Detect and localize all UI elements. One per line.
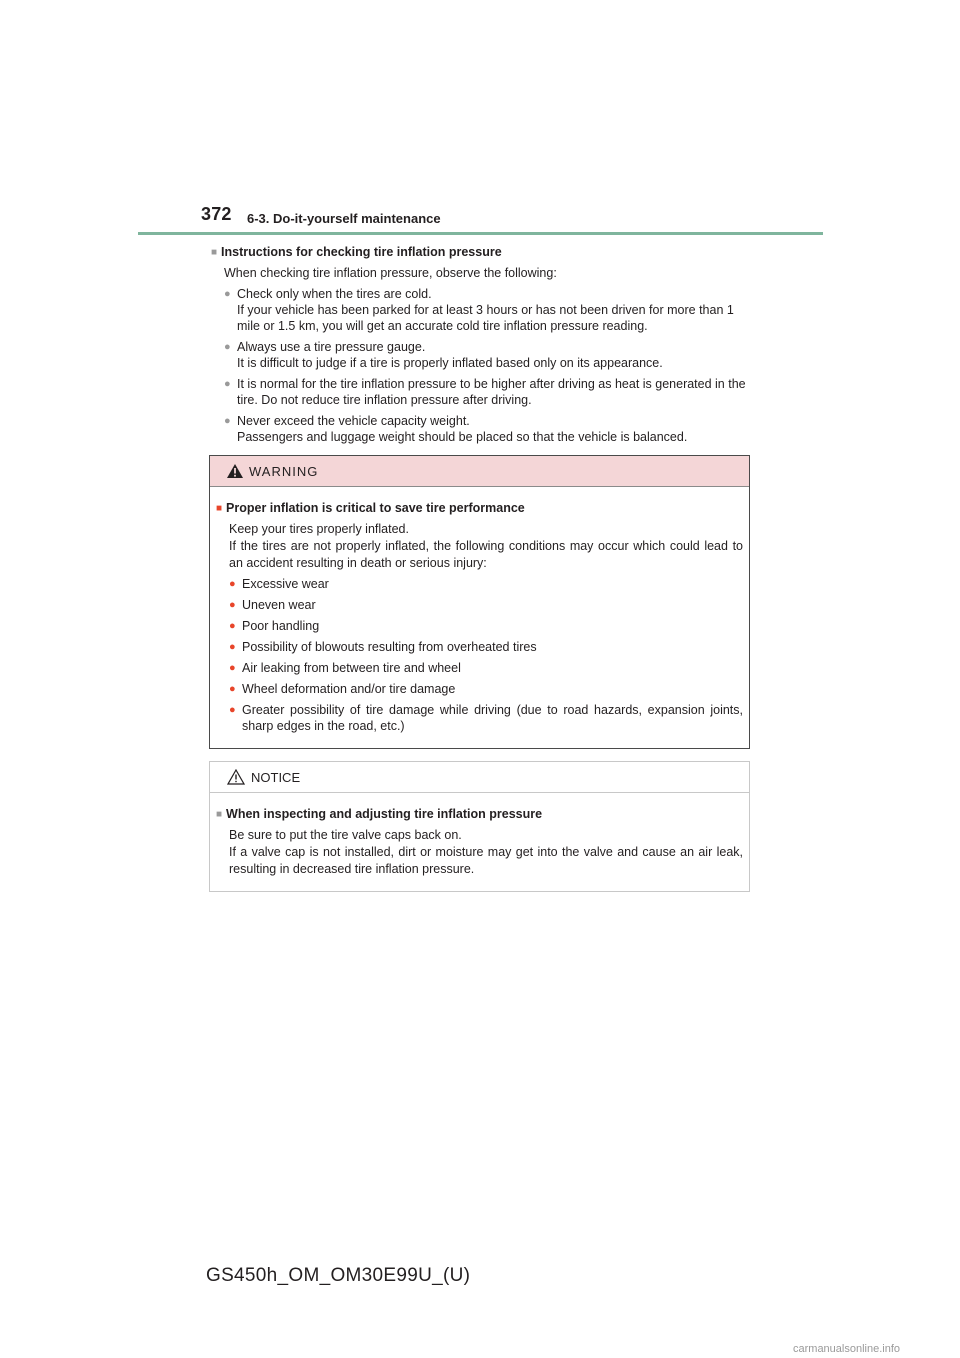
list-item-text: Excessive wear: [242, 577, 329, 591]
instructions-list: [211, 286, 751, 445]
circle-bullet-icon: ●: [229, 662, 236, 674]
instructions-heading: [211, 244, 751, 261]
list-item-text: Greater possibility of tire damage while driving (due to road hazards, expansion joints, sharp edges in the road, etc.): [242, 703, 743, 733]
list-item-text: Wheel deformation and/or tire damage: [242, 682, 456, 696]
warning-label: WARNING: [249, 463, 319, 479]
notice-intro: [216, 827, 743, 878]
document-code: GS450h_OM_OM30E99U_(U): [206, 1265, 471, 1286]
list-item-title: Always use a tire pressure gauge.: [237, 340, 426, 354]
square-bullet-icon: ■: [216, 503, 223, 514]
circle-bullet-icon: ●: [229, 704, 236, 716]
section-title: 6-3. Do-it-yourself maintenance: [247, 211, 441, 226]
warning-list: [216, 576, 743, 734]
notice-intro-line1: Be sure to put the tire valve caps back on.: [229, 828, 462, 842]
circle-bullet-icon: ●: [229, 641, 236, 653]
square-bullet-icon: ■: [211, 247, 218, 258]
circle-bullet-icon: ●: [224, 288, 231, 300]
square-bullet-icon: ■: [216, 809, 223, 820]
notice-body: [210, 793, 749, 878]
circle-bullet-icon: ●: [229, 578, 236, 590]
circle-bullet-icon: ●: [229, 620, 236, 632]
list-item: [229, 639, 743, 655]
warning-triangle-icon: [227, 464, 243, 478]
notice-label: NOTICE: [251, 769, 301, 785]
list-item-text: Uneven wear: [242, 598, 316, 612]
warning-heading-text: Proper inflation is critical to save tire performance: [226, 501, 525, 515]
list-item-title: It is normal for the tire inflation pressure to be higher after driving as heat is generated in the tire. Do not reduce tire inflation pressure after driving.: [237, 377, 746, 407]
circle-bullet-icon: ●: [229, 683, 236, 695]
warning-intro-line1: Keep your tires properly inflated.: [229, 522, 409, 536]
list-item-detail: If your vehicle has been parked for at least 3 hours or has not been driven for more than 1 mile or 1.5 km, you will get an accurate cold tire inflation pressure reading.: [237, 303, 734, 333]
instructions-heading-text: Instructions for checking tire inflation pressure: [221, 245, 502, 259]
list-item-title: Check only when the tires are cold.: [237, 287, 432, 301]
warning-box: [209, 455, 750, 749]
instructions-section: [211, 244, 751, 450]
list-item-detail: Passengers and luggage weight should be placed so that the vehicle is balanced.: [237, 430, 688, 444]
list-item-text: Poor handling: [242, 619, 320, 633]
notice-heading: [216, 806, 743, 823]
list-item-title: Never exceed the vehicle capacity weight.: [237, 414, 470, 428]
warning-intro-line2: If the tires are not properly inflated, the following conditions may occur which could lead to an accident resulting in death or serious injury:: [229, 539, 743, 570]
list-item-detail: It is difficult to judge if a tire is properly inflated based only on its appearance.: [237, 356, 663, 370]
list-item: [224, 413, 751, 445]
list-item: [229, 660, 743, 676]
list-item: [224, 339, 751, 371]
watermark: carmanualsonline.info: [793, 1343, 901, 1355]
page-number: 372: [201, 204, 232, 224]
circle-bullet-icon: ●: [224, 378, 231, 390]
warning-header: [210, 456, 749, 487]
list-item: [224, 286, 751, 334]
notice-heading-text: When inspecting and adjusting tire inflation pressure: [226, 807, 543, 821]
circle-bullet-icon: ●: [224, 415, 231, 427]
warning-body: [210, 487, 749, 734]
notice-intro-line2: If a valve cap is not installed, dirt or moisture may get into the valve and cause an air leak, resulting in decreased tire inflation pressure.: [229, 845, 743, 876]
warning-heading: [216, 500, 743, 517]
list-item-text: Possibility of blowouts resulting from overheated tires: [242, 640, 537, 654]
circle-bullet-icon: ●: [229, 599, 236, 611]
notice-header: [210, 762, 749, 793]
list-item-text: Air leaking from between tire and wheel: [242, 661, 461, 675]
warning-intro: [216, 521, 743, 572]
list-item: [229, 597, 743, 613]
list-item: [229, 618, 743, 634]
notice-box: [209, 761, 750, 892]
list-item: [229, 576, 743, 592]
instructions-intro: When checking tire inflation pressure, observe the following:: [224, 266, 557, 280]
caution-triangle-icon: [227, 769, 245, 785]
header-rule: [138, 232, 823, 235]
list-item: [229, 681, 743, 697]
circle-bullet-icon: ●: [224, 341, 231, 353]
list-item: [229, 702, 743, 734]
list-item: [224, 376, 751, 408]
